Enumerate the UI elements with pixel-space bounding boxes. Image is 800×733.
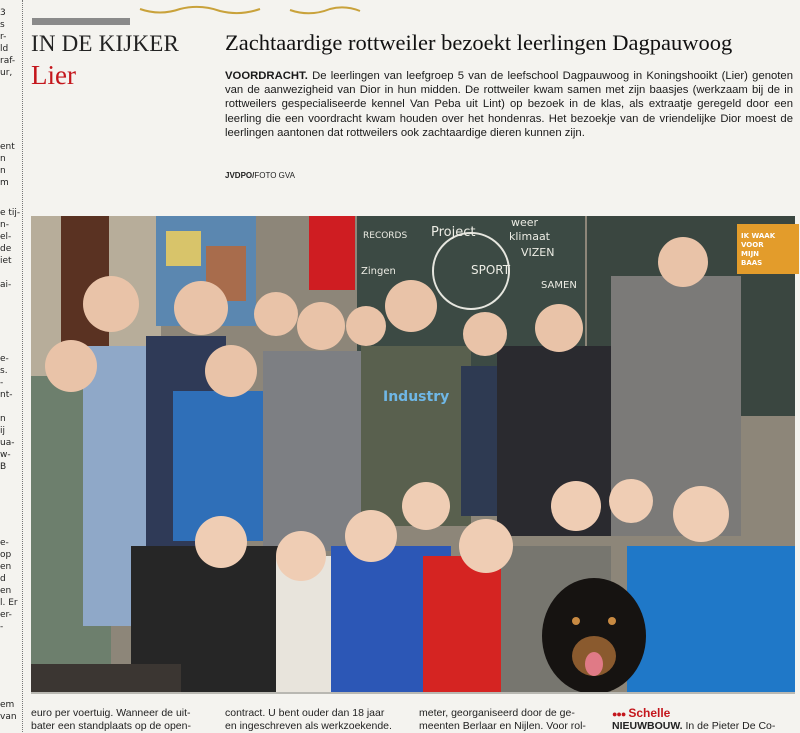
poster-line-1: IK WAAK: [741, 232, 776, 240]
article-headline: Zachtaardige rottweiler bezoekt leerlingen Dagpauwoog: [225, 30, 733, 55]
chalk-word-weer: weer: [511, 216, 539, 229]
left-column-fragment: w-: [0, 450, 11, 460]
chalk-word-zingen: Zingen: [361, 266, 396, 277]
byline-separator: /: [252, 171, 255, 180]
lede-keyword: VOORDRACHT.: [225, 70, 308, 82]
chalk-word-records: RECORDS: [363, 231, 408, 241]
photo-byline: [225, 171, 295, 180]
chalk-word-project: Project: [431, 225, 476, 240]
left-column-fragment: nt-: [0, 390, 13, 400]
left-column-fragment: ent: [0, 142, 15, 152]
left-column-fragment: -: [0, 622, 4, 632]
left-column-fragment: m: [0, 178, 9, 188]
next-article-lead: [612, 720, 775, 732]
left-column-fragment: el-: [0, 232, 12, 242]
byline-credit: FOTO GVA: [254, 171, 295, 180]
photo-bottom-rule: [31, 692, 795, 694]
left-column-fragment: e tij-: [0, 208, 21, 218]
kicker-bar: [32, 18, 130, 25]
section-title: IN DE KIJKER: [31, 31, 180, 56]
col1-line1: euro per voertuig. Wanneer de uit-: [31, 707, 191, 719]
next-article-col3: [419, 707, 586, 733]
poster-line-4: BAAS: [741, 259, 763, 267]
next-article-col1: [31, 707, 191, 733]
col3-line1: meter, georganiseerd door de ge-: [419, 707, 575, 719]
left-column-fragment: -: [0, 378, 4, 388]
section-place: Lier: [31, 60, 76, 90]
left-column-fragment: n: [0, 154, 6, 164]
left-column-fragment: l. Er: [0, 598, 18, 608]
place-dots-icon: ●●●: [612, 709, 626, 719]
sweater-text: Industry: [383, 389, 450, 405]
lead-text: In de Pieter De Co-: [685, 720, 776, 732]
left-column-fragment: 3: [0, 8, 6, 18]
article-lede: [225, 69, 793, 140]
left-column-fragment: d: [0, 574, 6, 584]
previous-article-column: [0, 0, 21, 722]
left-column-fragment: B: [0, 462, 7, 472]
col1-line2: bater een standplaats op de open-: [31, 720, 191, 732]
top-ornament-remnant: [140, 0, 370, 8]
left-column-fragment: r-: [0, 32, 7, 42]
col2-line2: en ingeschreven als werkzoekende.: [225, 720, 392, 732]
left-column-fragment: n: [0, 166, 6, 176]
left-column-fragment: s.: [0, 366, 8, 376]
lede-text: De leerlingen van leefgroep 5 van de leefschool Dagpauwoog in Koningshooikt (Lier) genoten van de aanwezigheid van Dior in hun midden. De rottweiler kwam samen met zijn baasjes (werkzaam bij de in rottweilers gespecialiseerde kennel Van Peba uit Lint) op bezoek in de klas, als extraatje geregeld door een leerling die een voordracht kwam houden over het hondenras. Het bezoekje van de vriendelijke Dior moest de leerlingen aantonen dat rottweilers ook zachtaardige dieren kunnen zijn.: [225, 70, 794, 139]
left-column-fragment: raf-: [0, 56, 16, 66]
chalk-word-klimaat: klimaat: [509, 230, 550, 243]
left-column-fragment: e-: [0, 538, 9, 548]
class-photo-illustration: [31, 216, 795, 692]
left-column-fragment: op: [0, 550, 12, 560]
next-article-place: [612, 706, 670, 720]
chalk-word-samen: SAMEN: [541, 280, 577, 291]
chalk-word-vizen: VIZEN: [521, 246, 555, 259]
left-column-fragment: ij: [0, 426, 6, 436]
left-column-fragment: s: [0, 20, 5, 30]
poster-line-2: VOOR: [741, 241, 764, 249]
chalk-word-sport: SPORT: [471, 263, 511, 277]
left-column-fragment: en: [0, 586, 12, 596]
left-column-fragment: en: [0, 562, 12, 572]
col3-line2: meenten Berlaar en Nijlen. Voor rol-: [419, 720, 586, 732]
place-name: Schelle: [628, 706, 671, 720]
byline-author: JVDPO: [225, 171, 253, 180]
next-article-col2: [225, 707, 392, 733]
left-column-fragment: ai-: [0, 280, 12, 290]
left-column-fragment: er-: [0, 610, 12, 620]
left-column-fragment: e-: [0, 354, 9, 364]
left-column-fragment: iet: [0, 256, 12, 266]
left-column-fragment: em: [0, 700, 15, 710]
column-divider: [22, 0, 23, 732]
class-photo: [31, 216, 795, 692]
left-column-fragment: van: [0, 712, 17, 722]
lead-keyword: NIEUWBOUW.: [612, 720, 683, 732]
left-column-fragment: n-: [0, 220, 9, 230]
left-column-fragment: ua-: [0, 438, 15, 448]
poster-line-3: MIJN: [741, 250, 760, 258]
left-column-fragment: ld: [0, 44, 9, 54]
left-column-fragment: n: [0, 414, 6, 424]
left-column-fragment: ur,: [0, 68, 13, 78]
left-column-fragment: de: [0, 244, 12, 254]
col2-line1: contract. U bent ouder dan 18 jaar: [225, 707, 385, 719]
